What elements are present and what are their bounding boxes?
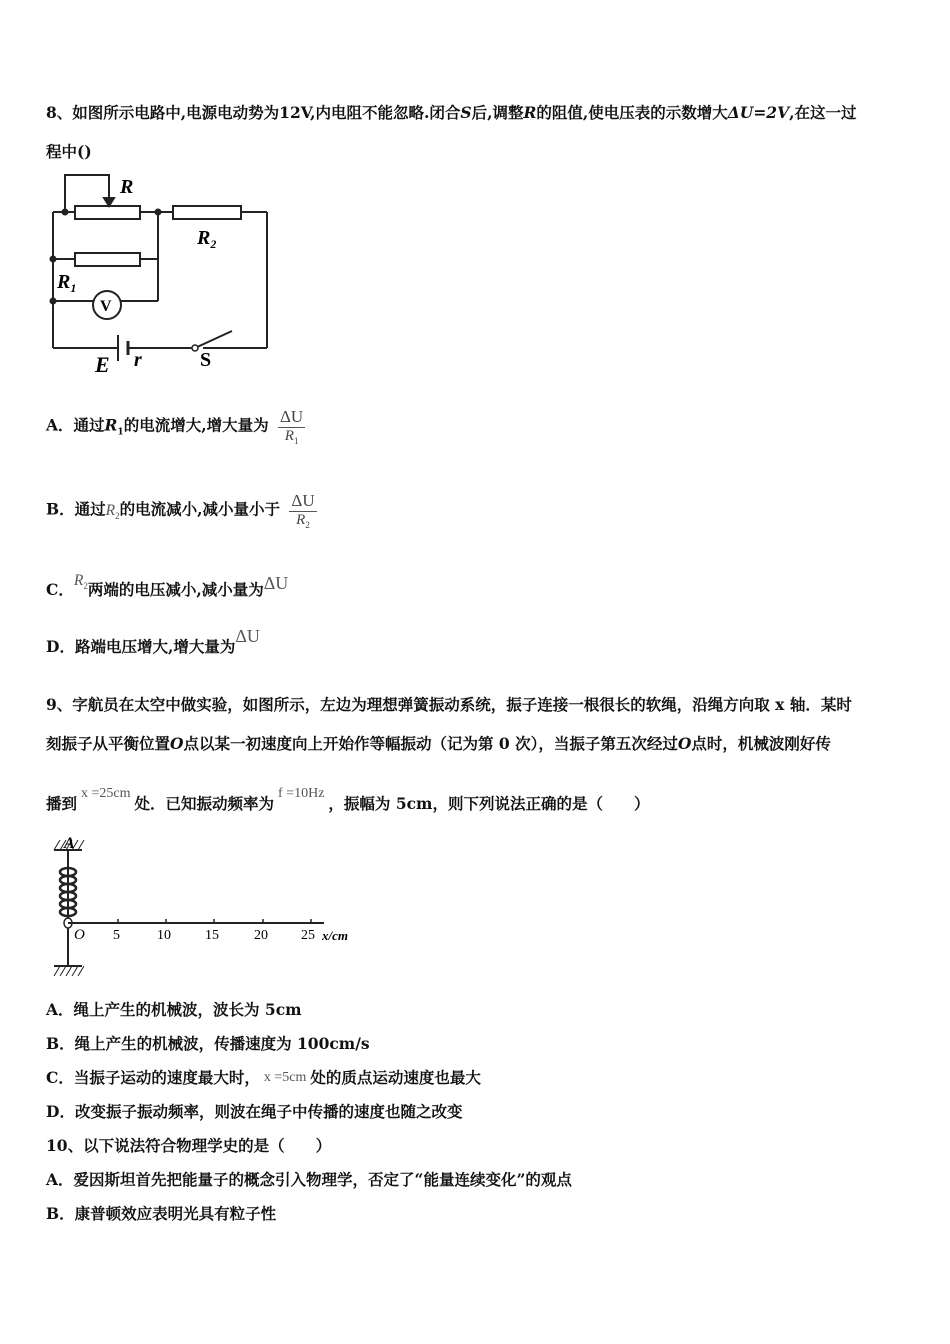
q10-stem: 10、以下说法符合物理学史的是（ ） bbox=[46, 1136, 332, 1155]
q10-option-a: A．爱因斯坦首先把能量子的概念引入物理学，否定了“能量连续变化”的观点 bbox=[46, 1170, 572, 1189]
q9-option-b: B．绳上产生的机械波，传播速度为 100cm/s bbox=[46, 1034, 370, 1053]
label-R: R bbox=[120, 176, 134, 198]
label-r: r bbox=[134, 349, 142, 371]
q8-option-a: A．通过$R_1$的电流增大,增大量为 $\frac{\Delta U}{R_1}$ bbox=[46, 407, 304, 446]
q9-option-c: C．当振子运动的速度最大时， x =5cm 处的质点运动速度也最大 bbox=[46, 1068, 481, 1087]
q8-b-fraction: $\frac{\Delta U}{R_2}$ bbox=[291, 491, 315, 530]
battery-icon bbox=[118, 335, 128, 361]
q8-option-d: D．路端电压增大,增大量为ΔU bbox=[46, 626, 260, 656]
q8-stem-line2: 程中() bbox=[46, 142, 92, 161]
label-E: E bbox=[95, 352, 110, 377]
q8-stem-line1: 8、如图所示电路中,电源电动势为12V,内电阻不能忽略.闭合S后,调整R的阻值,使电压表的示数增大ΔU=2V,在这一过 bbox=[46, 103, 857, 122]
q8-option-b: B．通过$R_2$的电流减小,减小量小于 $\frac{\Delta U}{R_2}$ bbox=[46, 491, 315, 530]
tick-label: 10 bbox=[157, 928, 171, 943]
label-R1: $R_1$ bbox=[57, 271, 77, 295]
tick-label: 5 bbox=[113, 928, 120, 943]
resistor-R1 bbox=[75, 253, 140, 266]
q8-a-fraction: $\frac{\Delta U}{R_1}$ bbox=[280, 407, 304, 446]
label-V: V bbox=[100, 298, 112, 315]
q9-stem-line3: 播到x =25cm处．已知振动频率为f =10Hz，振幅为 5cm，则下列说法正确的是（ ） bbox=[46, 786, 650, 813]
q9-stem-line2: 刻振子从平衡位置O点以某一初速度向上开始作等幅振动（记为第 0 次），当振子第五次经过O点时，机械波刚好传 bbox=[46, 734, 831, 753]
q10-option-b: B．康普顿效应表明光具有粒子性 bbox=[46, 1204, 277, 1223]
resistor-R bbox=[75, 206, 140, 219]
label-R2: $R_2$ bbox=[197, 227, 217, 251]
q9-option-a: A．绳上产生的机械波，波长为 5cm bbox=[46, 1000, 302, 1019]
spring-icon bbox=[60, 868, 76, 916]
q8-circuit-diagram bbox=[40, 168, 280, 378]
resistor-R2 bbox=[173, 206, 241, 219]
tick-label: 25 bbox=[301, 928, 315, 943]
label-O: O bbox=[74, 927, 85, 943]
label-S: S bbox=[200, 349, 212, 371]
switch-S bbox=[195, 331, 232, 348]
label-A: A bbox=[64, 836, 75, 852]
q9-spring-wave-figure bbox=[46, 836, 366, 981]
slider-arrow-icon bbox=[104, 198, 114, 206]
tick-label: 15 bbox=[205, 928, 219, 943]
tick-label: 20 bbox=[254, 928, 268, 943]
axis-label: x/cm bbox=[322, 928, 348, 943]
q8-option-c: C．$R_2$两端的电压减小,减小量为ΔU bbox=[46, 572, 289, 599]
q9-option-d: D．改变振子振动频率，则波在绳子中传播的速度也随之改变 bbox=[46, 1102, 463, 1121]
q9-stem-line1: 9、字航员在太空中做实验，如图所示，左边为理想弹簧振动系统，振子连接一根很长的软绳，沿绳方向取 x 轴．某时 bbox=[46, 695, 852, 714]
